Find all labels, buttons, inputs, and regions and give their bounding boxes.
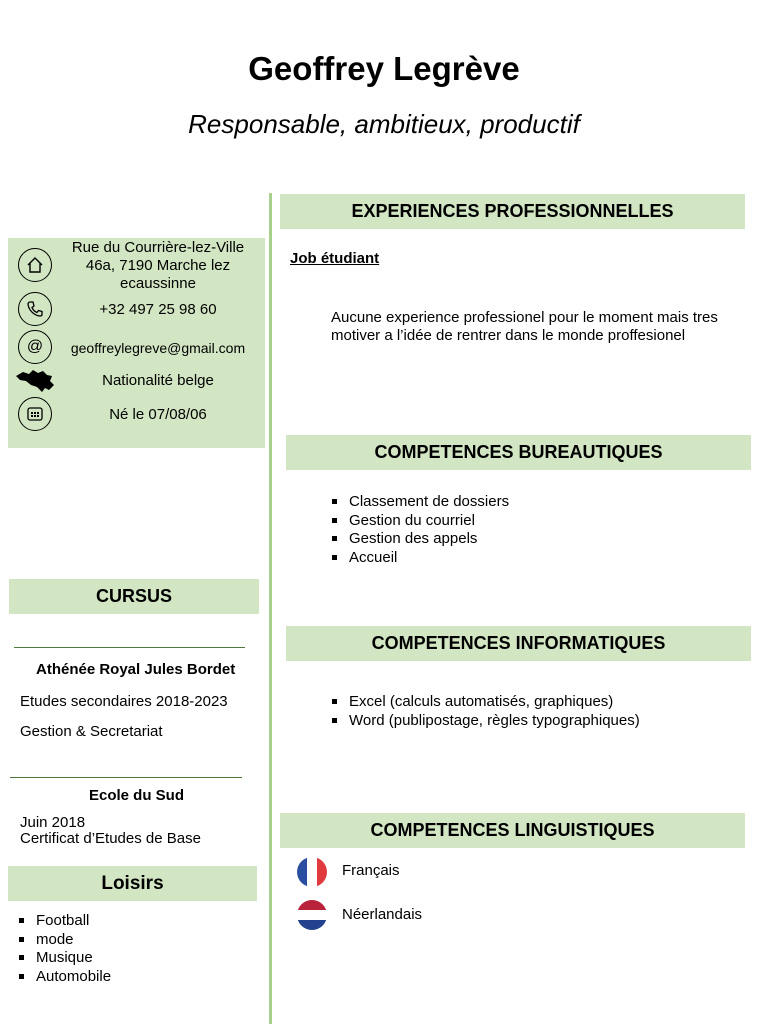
- candidate-tagline: Responsable, ambitieux, productif: [188, 109, 580, 139]
- school-detail: Certificat d’Etudes de Base: [20, 830, 201, 847]
- list-item: Excel (calculs automatisés, graphiques): [330, 693, 640, 712]
- list-item: Musique: [17, 949, 111, 968]
- school-detail: Etudes secondaires 2018-2023: [20, 693, 228, 710]
- belgium-map-icon: [14, 368, 56, 399]
- school-name: Ecole du Sud: [89, 787, 185, 804]
- language-label: Néerlandais: [342, 906, 423, 923]
- job-title: Job étudiant: [290, 250, 380, 267]
- contact-birth: Né le 07/08/06: [109, 406, 207, 423]
- calendar-icon: [18, 397, 52, 431]
- list-item: Gestion du courriel: [330, 512, 509, 531]
- candidate-name: Geoffrey Legrève: [248, 50, 520, 87]
- home-icon: [18, 248, 52, 282]
- email-icon: @: [18, 330, 52, 364]
- list-item: mode: [17, 931, 111, 950]
- list-item: Automobile: [17, 968, 111, 987]
- phone-icon: [18, 292, 52, 326]
- contact-phone: +32 497 25 98 60: [99, 301, 217, 318]
- linguistique-header: COMPETENCES LINGUISTIQUES: [280, 813, 745, 848]
- list-item: Word (publipostage, règles typographiques): [330, 712, 640, 731]
- informatique-header: COMPETENCES INFORMATIQUES: [286, 626, 751, 661]
- netherlands-flag-icon: [297, 900, 327, 930]
- informatique-list: [330, 693, 640, 730]
- bureautique-list: [330, 493, 509, 568]
- school-name: Athénée Royal Jules Bordet: [36, 661, 236, 678]
- contact-box: [8, 238, 265, 448]
- school-detail: Gestion & Secretariat: [20, 723, 163, 740]
- loisirs-header: Loisirs: [8, 866, 257, 901]
- list-item: Accueil: [330, 549, 509, 568]
- contact-nationality: Nationalité belge: [102, 372, 214, 389]
- bureautique-header: COMPETENCES BUREAUTIQUES: [286, 435, 751, 470]
- school-detail: Juin 2018: [20, 814, 86, 831]
- vertical-divider: [269, 193, 272, 1024]
- contact-address: Rue du Courrière-lez-Ville 46a, 7190 Marche lez ecaussinne: [71, 239, 245, 292]
- france-flag-icon: [297, 857, 327, 887]
- experiences-header: EXPERIENCES PROFESSIONNELLES: [280, 194, 745, 229]
- cursus-rule-2: [10, 777, 242, 778]
- cursus-rule-1: [14, 647, 245, 648]
- contact-email: geoffreylegreve@gmail.com: [70, 340, 246, 356]
- language-label: Français: [342, 862, 400, 879]
- list-item: Classement de dossiers: [330, 493, 509, 512]
- loisirs-list: [17, 912, 111, 987]
- list-item: Gestion des appels: [330, 530, 509, 549]
- experience-description: Aucune experience professionel pour le moment mais tres motiver a l’idée de rentrer dans le monde proffesionel: [331, 309, 718, 344]
- list-item: Football: [17, 912, 111, 931]
- cursus-header: CURSUS: [9, 579, 259, 614]
